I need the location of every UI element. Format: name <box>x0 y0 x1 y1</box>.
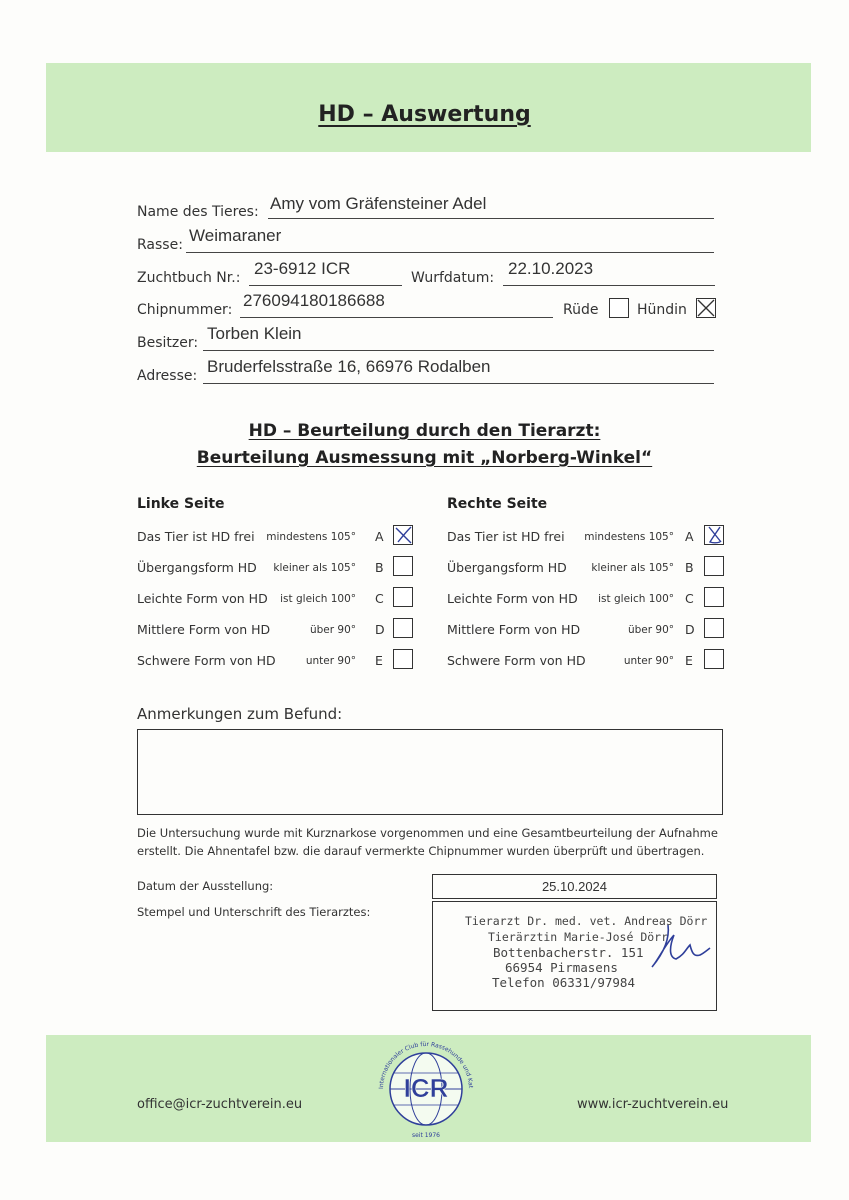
left-grade-code: C <box>375 591 384 606</box>
stamp-line-3: Bottenbacherstr. 151 <box>493 945 644 960</box>
studbook-line <box>249 285 402 286</box>
check-cross-icon <box>704 524 726 546</box>
statement-line-1: Die Untersuchung wurde mit Kurznarkose vorgenommen und eine Gesamtbeurteilung der Aufnahme <box>137 826 718 840</box>
owner-line <box>203 350 714 351</box>
left-grade-label: Übergangsform HD <box>137 560 257 575</box>
left-grade-code: B <box>375 560 384 575</box>
left-grade-label: Das Tier ist HD frei <box>137 529 255 544</box>
issue-date-value: 25.10.2024 <box>541 879 608 894</box>
left-grade-criterion: ist gleich 100° <box>280 593 356 605</box>
right-grade-checkbox-d[interactable] <box>704 618 724 638</box>
page-title: HD – Auswertung <box>318 102 531 127</box>
left-grade-checkbox-b[interactable] <box>393 556 413 576</box>
studbook-value: 23-6912 ICR <box>254 259 351 278</box>
female-checkbox[interactable] <box>696 298 716 318</box>
check-cross-icon <box>393 524 415 546</box>
left-grade-label: Schwere Form von HD <box>137 653 276 668</box>
right-grade-criterion: über 90° <box>627 624 674 636</box>
stamp-line-5: Telefon 06331/97984 <box>492 975 635 990</box>
right-grade-code: C <box>685 591 694 606</box>
right-grade-checkbox-e[interactable] <box>704 649 724 669</box>
logo-ring-text: Internationaler Club für Rassehunde und Kat <box>377 1040 475 1090</box>
left-grade-checkbox-c[interactable] <box>393 587 413 607</box>
left-grade-label: Mittlere Form von HD <box>137 622 271 637</box>
name-line <box>268 218 714 219</box>
right-grade-code: A <box>685 529 694 544</box>
right-grade-criterion: mindestens 105° <box>584 531 674 543</box>
assessment-heading-1: HD – Beurteilung durch den Tierarzt: <box>248 421 601 441</box>
left-grade-criterion: kleiner als 105° <box>273 562 356 574</box>
remarks-label: Anmerkungen zum Befund: <box>137 705 343 723</box>
left-grade-code: E <box>375 653 383 668</box>
birthdate-label: Wurfdatum: <box>411 270 495 286</box>
name-value: Amy vom Gräfensteiner Adel <box>270 194 487 213</box>
issue-date-label: Datum der Ausstellung: <box>137 879 274 893</box>
left-grade-code: D <box>375 622 385 637</box>
left-grade-label: Leichte Form von HD <box>137 591 268 606</box>
left-grade-criterion: unter 90° <box>305 655 356 667</box>
chip-label: Chipnummer: <box>137 302 233 318</box>
name-label: Name des Tieres: <box>137 204 259 220</box>
logo-since: seit 1976 <box>411 1132 441 1139</box>
owner-value: Torben Klein <box>207 324 302 343</box>
address-label: Adresse: <box>137 368 198 384</box>
footer-website[interactable]: www.icr-zuchtverein.eu <box>577 1097 729 1112</box>
right-side-title: Rechte Seite <box>447 496 548 512</box>
remarks-box[interactable] <box>137 729 723 815</box>
birthdate-line <box>503 285 715 286</box>
remarks-value <box>138 730 722 742</box>
right-grade-checkbox-c[interactable] <box>704 587 724 607</box>
right-grade-label: Übergangsform HD <box>447 560 567 575</box>
address-value: Bruderfelsstraße 16, 66976 Rodalben <box>207 357 491 376</box>
left-grade-criterion: über 90° <box>309 624 356 636</box>
male-label: Rüde <box>563 302 599 318</box>
chip-line <box>240 317 553 318</box>
left-grade-checkbox-d[interactable] <box>393 618 413 638</box>
female-label: Hündin <box>637 302 687 318</box>
left-grade-code: A <box>375 529 384 544</box>
assessment-heading-2: Beurteilung Ausmessung mit „Norberg-Winkel“ <box>196 448 653 468</box>
right-grade-code: B <box>685 560 694 575</box>
owner-label: Besitzer: <box>137 335 199 351</box>
breed-line <box>186 252 714 253</box>
studbook-label: Zuchtbuch Nr.: <box>137 270 241 286</box>
left-side-title: Linke Seite <box>137 496 225 512</box>
logo-text: ICR <box>403 1073 449 1103</box>
right-grade-criterion: kleiner als 105° <box>591 562 674 574</box>
left-grade-checkbox-a[interactable] <box>393 525 413 545</box>
statement-line-2: erstellt. Die Ahnentafel bzw. die darauf vermerkte Chipnummer wurden überprüft und übertragen. <box>137 844 705 858</box>
right-grade-label: Schwere Form von HD <box>447 653 586 668</box>
right-grade-code: D <box>685 622 695 637</box>
icr-logo <box>370 1033 482 1145</box>
right-grade-criterion: ist gleich 100° <box>598 593 674 605</box>
address-line <box>203 383 714 384</box>
right-grade-criterion: unter 90° <box>623 655 674 667</box>
right-grade-label: Das Tier ist HD frei <box>447 529 565 544</box>
right-grade-checkbox-a[interactable] <box>704 525 724 545</box>
cross-mark-icon <box>697 299 715 317</box>
breed-label: Rasse: <box>137 237 183 253</box>
right-grade-code: E <box>685 653 693 668</box>
left-grade-criterion: mindestens 105° <box>266 531 356 543</box>
right-grade-label: Mittlere Form von HD <box>447 622 581 637</box>
chip-value: 276094180186688 <box>243 291 385 310</box>
left-grade-checkbox-e[interactable] <box>393 649 413 669</box>
right-grade-label: Leichte Form von HD <box>447 591 578 606</box>
right-grade-checkbox-b[interactable] <box>704 556 724 576</box>
male-checkbox[interactable] <box>609 298 629 318</box>
signature-label: Stempel und Unterschrift des Tierarztes: <box>137 905 371 919</box>
breed-value: Weimaraner <box>189 226 282 245</box>
stamp-line-4: 66954 Pirmasens <box>505 960 618 975</box>
birthdate-value: 22.10.2023 <box>508 259 594 278</box>
issue-date-box <box>432 874 717 899</box>
handwritten-signature <box>640 915 715 980</box>
footer-email[interactable]: office@icr-zuchtverein.eu <box>137 1097 303 1112</box>
stamp-line-2: Tierärztin Marie-José Dörr <box>488 930 669 944</box>
stamp-line-1: Tierarzt Dr. med. vet. Andreas Dörr <box>465 914 708 928</box>
